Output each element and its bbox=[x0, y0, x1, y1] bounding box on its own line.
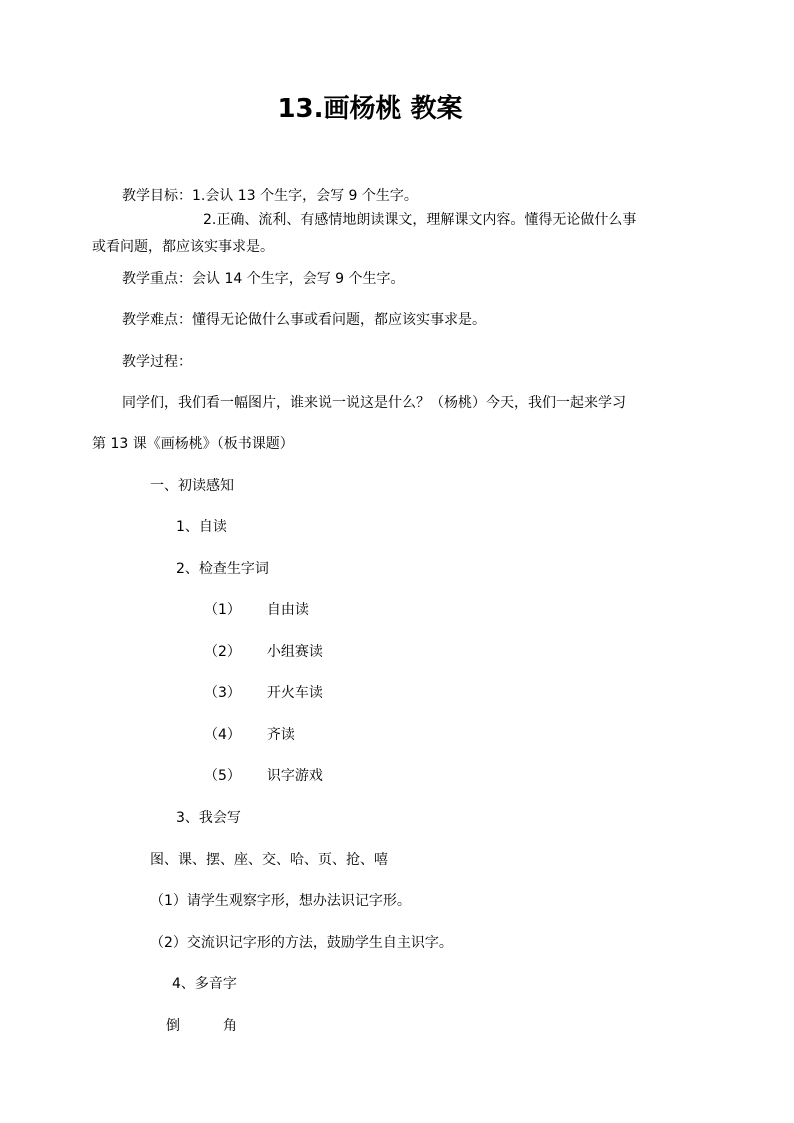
page-title: 13.画杨桃 教案 bbox=[277, 94, 463, 124]
sub-step-text: 小组赛读 bbox=[266, 644, 323, 660]
polyphone-char: 倒 bbox=[166, 1018, 180, 1034]
write-instruction: （1）请学生观察字形，想办法识记字形。 bbox=[150, 893, 411, 909]
sub-step-text: 齐读 bbox=[266, 727, 295, 743]
step-heading: 4、多音字 bbox=[172, 976, 237, 992]
write-characters: 图、课、摆、座、交、哈、页、抢、嘻 bbox=[150, 852, 388, 868]
sub-step bbox=[204, 766, 323, 786]
sub-step-number: （5） bbox=[204, 768, 241, 784]
intro-paragraph: 同学们，我们看一幅图片，谁来说一说这是什么？（杨桃）今天，我们一起来学习 bbox=[122, 395, 626, 411]
sub-step-text: 开火车读 bbox=[266, 685, 323, 701]
sub-step-number: （4） bbox=[204, 727, 241, 743]
goal-line-1 bbox=[122, 186, 418, 206]
step-heading: 3、我会写 bbox=[176, 810, 241, 826]
polyphone-char: 角 bbox=[223, 1018, 237, 1034]
step-heading: 2、检查生字词 bbox=[176, 561, 269, 577]
sub-step-text: 识字游戏 bbox=[266, 768, 323, 784]
sub-step bbox=[204, 642, 323, 662]
goal-item-1: 1.会认 13 个生字，会写 9 个生字。 bbox=[192, 188, 418, 204]
goal-label: 教学目标： bbox=[122, 188, 192, 204]
sub-step-number: （3） bbox=[204, 685, 241, 701]
sub-step-number: （2） bbox=[204, 644, 241, 660]
sub-step bbox=[204, 725, 295, 745]
intro-paragraph-continued: 第 13 课《画杨桃》（板书课题） bbox=[92, 436, 294, 452]
sub-step-text: 自由读 bbox=[266, 602, 309, 618]
difficulty: 教学难点：懂得无论做什么事或看问题，都应该实事求是。 bbox=[122, 312, 486, 328]
sub-step bbox=[204, 683, 323, 703]
section-heading: 一、初读感知 bbox=[150, 478, 234, 494]
process-label: 教学过程： bbox=[122, 354, 192, 370]
goal-item-2-continued: 或看问题，都应该实事求是。 bbox=[92, 239, 274, 255]
sub-step-number: （1） bbox=[204, 602, 241, 618]
key-point: 教学重点：会认 14 个生字，会写 9 个生字。 bbox=[122, 271, 405, 287]
sub-step bbox=[204, 600, 309, 620]
step-heading: 1、自读 bbox=[176, 519, 227, 535]
write-instruction: （2）交流识记字形的方法，鼓励学生自主识字。 bbox=[150, 935, 453, 951]
goal-item-2: 2.正确、流利、有感情地朗读课文，理解课文内容。懂得无论做什么事 bbox=[203, 212, 637, 228]
